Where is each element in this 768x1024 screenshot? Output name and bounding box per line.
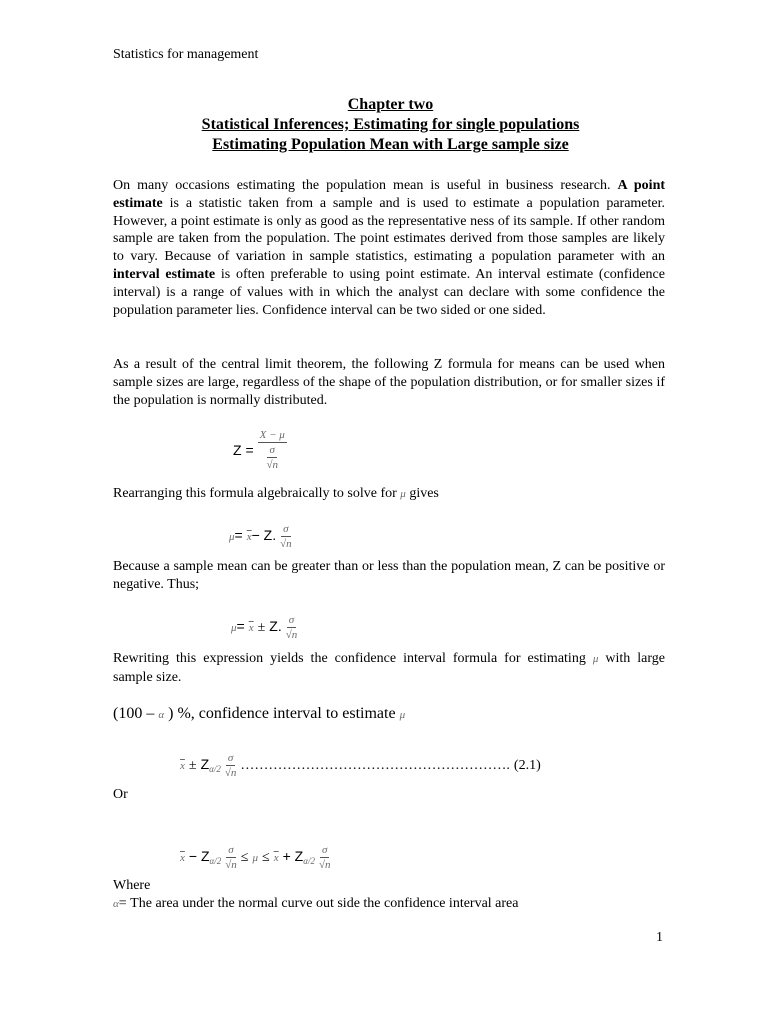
formula5-sub2: α/2 — [303, 856, 315, 867]
para1-text1: On many occasions estimating the population mean is useful in business research. — [113, 178, 611, 193]
para1-bold1: A point estimate — [113, 178, 666, 211]
formula5-xbar: $\overline{x}$ — [180, 852, 185, 865]
formula3-mu: μ — [231, 622, 237, 635]
section-title: Statistical Inferences; Estimating for single populations — [201, 116, 580, 133]
formula4-dots: …………………………………………………. — [240, 758, 510, 774]
chapter-title: Chapter two — [347, 96, 434, 113]
formula5-num: σ — [228, 844, 234, 856]
formula1-den-top: σ — [269, 444, 275, 456]
alpha-def-text: = The area under the normal curve out side the confidence interval area — [118, 896, 519, 911]
formula3-den: √n — [285, 629, 298, 641]
formula3-num: σ — [288, 614, 295, 626]
title-block — [113, 95, 668, 155]
para1-text3: is often preferable to using point estimate. An interval estimate (confidence interval) is a range of values with in which the analyst can declare with some confidence the population parameter lies. Confidence interval can be two sided or one sided. — [113, 266, 665, 318]
formula3-xbar: $\overline{x}$ — [248, 622, 254, 635]
formula1-lhs: Z = — [233, 442, 254, 458]
formula-mu-pm — [231, 613, 297, 642]
ci-heading — [113, 705, 405, 723]
formula5-xbar2: $\overline{x}$ — [273, 852, 279, 865]
formula3-z: Z. — [269, 618, 282, 635]
formula5-le1: ≤ — [240, 850, 249, 866]
para1-bold2: interval estimate — [113, 266, 216, 282]
para1-text2: is a statistic taken from a sample and is used to estimate a population parameter. However, a point estimate is only as good as the representative ness of its sample. If other random sample are taken from the population. The point estimates derived from those samples are likely to vary. Because of variation in sample statistics, estimating a population parameter with an — [113, 195, 666, 265]
formula4-ref: (2.1) — [513, 758, 541, 774]
formula1-denominator — [266, 443, 278, 472]
formula5-mu: μ — [252, 852, 259, 865]
paragraph-clt: As a result of the central limit theorem, the following Z formula for means can be used when sample sizes are large, regardless of the shape of the population distribution, or for smaller sizes if the population is normally distributed. — [113, 357, 665, 408]
mu-symbol: μ — [400, 488, 406, 500]
formula-ci — [180, 751, 600, 780]
formula5-sub: α/2 — [209, 856, 222, 867]
formula-z — [233, 428, 287, 472]
where-label: Where — [113, 878, 151, 893]
or-label: Or — [113, 787, 128, 802]
rearranging-after: gives — [409, 486, 439, 501]
formula2-eq: = — [234, 527, 243, 544]
formula4-xbar: $\overline{x}$ — [180, 760, 185, 773]
ci-heading-before: (100 – — [113, 705, 155, 722]
formula-ci-range — [180, 843, 331, 872]
paragraph-because: Because a sample mean can be greater than or less than the population mean, Z can be positive or negative. Thus; — [113, 559, 665, 592]
formula4-z: Z — [200, 756, 210, 773]
page-number: 1 — [656, 930, 663, 945]
formula2-den: √n — [280, 538, 292, 550]
formula4-num: σ — [227, 752, 234, 764]
rearranging-before: Rearranging this formula algebraically to solve for — [113, 486, 397, 501]
paragraph-rewriting — [113, 650, 665, 687]
formula4-pm: ± — [188, 758, 197, 774]
ci-heading-after: ) %, confidence interval to estimate — [168, 705, 396, 722]
formula1-fraction — [258, 428, 287, 472]
rearranging-line — [113, 485, 439, 503]
formula2-op: − Z. — [251, 527, 277, 544]
formula1-den-bottom: √n — [266, 459, 278, 471]
formula5-le2: ≤ — [262, 850, 270, 866]
formula3-eq: = — [236, 618, 245, 635]
rewriting-before: Rewriting this expression yields the confidence interval formula for estimating — [113, 651, 586, 666]
formula-mu-minus — [229, 522, 292, 551]
formula3-pm: ± — [257, 620, 266, 636]
running-header: Statistics for management — [113, 47, 259, 62]
formula5-minus: − Z — [188, 848, 210, 865]
formula4-den: √n — [224, 767, 237, 779]
formula2-xbar: $\overline{x}$ — [246, 531, 252, 544]
rewriting-mu: μ — [592, 653, 599, 665]
formula2-mu: μ — [229, 531, 235, 544]
formula5-den: √n — [225, 859, 237, 871]
formula4-sub: α/2 — [209, 764, 221, 775]
formula5-den2: √n — [318, 859, 331, 871]
subsection-title: Estimating Population Mean with Large sample size — [212, 136, 569, 153]
formula2-num: σ — [283, 523, 289, 535]
paragraph-intro — [113, 177, 665, 319]
formula1-numerator: X − μ — [259, 429, 285, 441]
alpha-def-symbol: α — [113, 898, 119, 910]
formula5-plus: + Z — [282, 848, 304, 865]
alpha-definition — [113, 895, 519, 913]
formula5-num2: σ — [322, 844, 328, 856]
rewriting-after: with large sample size. — [113, 651, 666, 685]
ci-heading-alpha: α — [158, 709, 165, 721]
ci-heading-mu: μ — [399, 709, 406, 721]
